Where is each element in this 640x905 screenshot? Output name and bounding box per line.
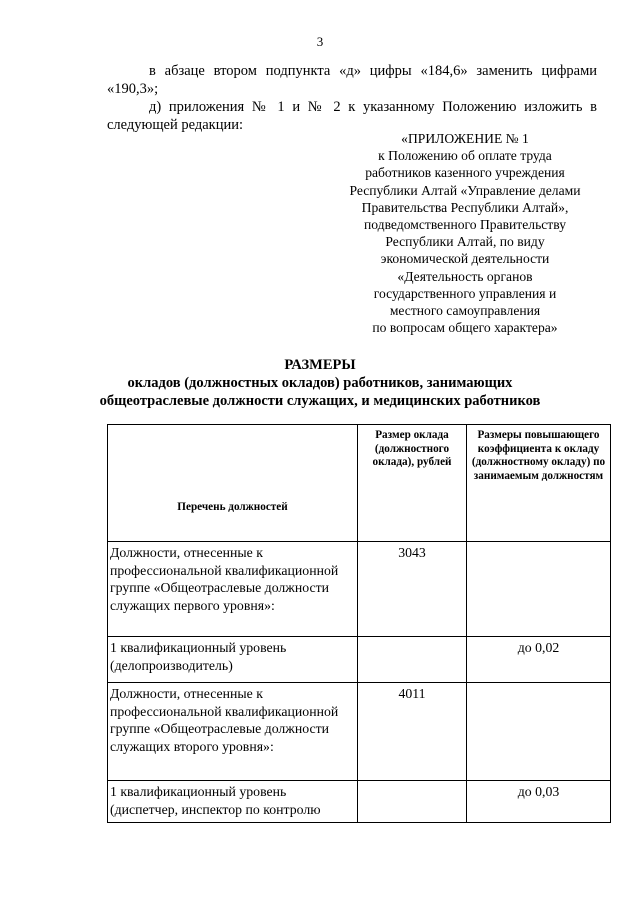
cell-position: Должности, отнесенные к профессиональной квалификационной группе «Общеотраслевые должности служащих второго уровня»: [108,683,358,781]
annex-line: государственного управления и [373,285,557,301]
paragraph-annex-intro: д) приложения № 1 и № 2 к указанному Положению изложить в следующей редакции: [107,99,597,133]
header-label: Размер оклада (должностного оклада), рублей [372,429,452,469]
header-coefficient [467,425,611,542]
cell-coefficient: до 0,03 [467,781,611,823]
cell-position: 1 квалификационный уровень (диспетчер, инспектор по контролю [108,781,358,823]
cell-salary: 4011 [358,683,467,781]
page-number: 3 [316,34,324,49]
annex-line: экономической деятельности [380,251,550,267]
table-row [108,781,611,823]
header-salary [358,425,467,542]
annex-line: к Положению об оплате труда [378,148,552,164]
cell-position: 1 квалификационный уровень (делопроизводитель) [108,637,358,683]
annex-line: местного самоуправления [389,303,541,319]
header-label: Перечень должностей [177,501,288,514]
annex-line: Республики Алтай «Управление делами [349,182,581,198]
annex-line: работников казенного учреждения [365,165,565,181]
salary-table [107,424,611,823]
cell-salary [358,637,467,683]
annex-line: «ПРИЛОЖЕНИЕ № 1 [401,131,529,146]
annex-line: Правительства Республики Алтай», [361,199,569,215]
cell-coefficient [467,542,611,637]
annex-line: подведомственного Правительству [364,217,566,233]
table-row [108,542,611,637]
cell-coefficient: до 0,02 [467,637,611,683]
table-header-row [108,425,611,542]
annex-line: по вопросам общего характера» [372,320,558,336]
cell-coefficient [467,683,611,781]
annex-line: Республики Алтай, по виду [385,234,545,250]
title-subheading: общеотраслевые должности служащих, и медицинских работников [99,393,541,409]
cell-salary: 3043 [358,542,467,637]
title-subheading: окладов (должностных окладов) работников, занимающих [127,375,513,391]
document-title [0,356,640,410]
annex-header [320,130,610,336]
header-label: Размеры повышающего коэффициента к окладу (должностному окладу) по занимаемым должностям [471,429,606,482]
paragraph-amendment-digits: в абзаце втором подпункта «д» цифры «184,6» заменить цифрами «190,3»; [107,63,597,97]
table-row [108,683,611,781]
annex-line: «Деятельность органов [397,268,533,284]
cell-salary [358,781,467,823]
cell-position: Должности, отнесенные к профессиональной квалификационной группе «Общеотраслевые должности служащих первого уровня»: [108,542,358,637]
title-heading: РАЗМЕРЫ [284,357,356,373]
header-positions [108,425,358,542]
table-row [108,637,611,683]
